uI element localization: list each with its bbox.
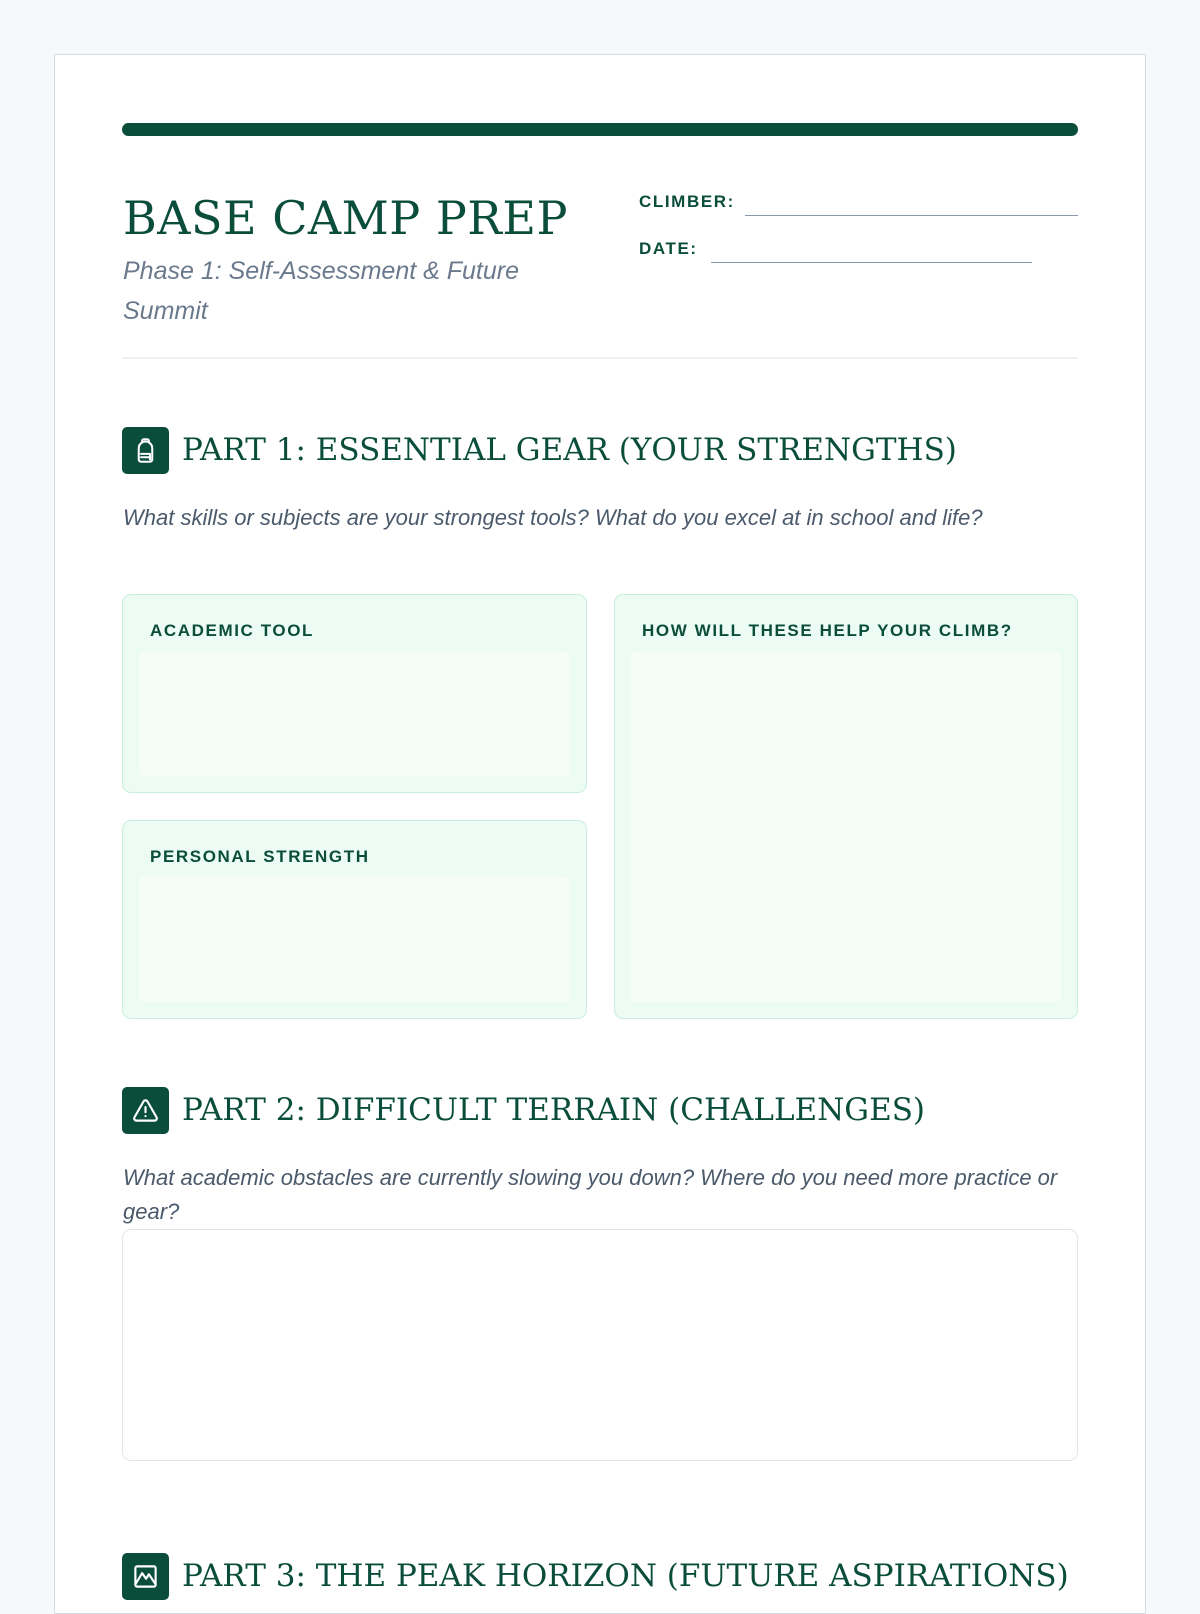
warning-triangle-icon — [122, 1087, 169, 1134]
part2-title: PART 2: DIFFICULT TERRAIN (CHALLENGES) — [182, 1092, 926, 1128]
climber-field[interactable] — [745, 215, 1078, 216]
climb-help-input[interactable] — [631, 651, 1061, 1002]
climb-help-label: HOW WILL THESE HELP YOUR CLIMB? — [642, 621, 1013, 640]
personal-strength-card — [122, 820, 587, 1019]
part2-prompt: What academic obstacles are currently slowing you down? Where do you need more practice or gear? — [123, 1165, 1058, 1224]
academic-tool-card — [122, 594, 587, 793]
part3-title: PART 3: THE PEAK HORIZON (FUTURE ASPIRATIONS) — [182, 1558, 1069, 1594]
part1-prompt: What skills or subjects are your strongest tools? What do you excel at in school and life? — [123, 505, 983, 530]
academic-tool-input[interactable] — [139, 651, 570, 776]
top-accent-bar — [122, 123, 1078, 136]
challenges-input[interactable] — [122, 1229, 1078, 1461]
date-label: DATE: — [639, 239, 698, 258]
worksheet-page — [54, 54, 1146, 1614]
page-subtitle: Phase 1: Self-Assessment & Future Summit — [123, 257, 520, 325]
climb-help-card — [614, 594, 1078, 1019]
date-field[interactable] — [711, 262, 1032, 263]
header-divider — [122, 357, 1078, 359]
personal-strength-input[interactable] — [139, 877, 570, 1002]
climber-label: CLIMBER: — [639, 192, 735, 211]
mountain-icon — [122, 1553, 169, 1600]
part1-title: PART 1: ESSENTIAL GEAR (YOUR STRENGTHS) — [182, 432, 957, 468]
page-title: BASE CAMP PREP — [123, 191, 568, 245]
backpack-icon — [122, 427, 169, 474]
personal-strength-label: PERSONAL STRENGTH — [150, 847, 370, 866]
academic-tool-label: ACADEMIC TOOL — [150, 621, 315, 640]
